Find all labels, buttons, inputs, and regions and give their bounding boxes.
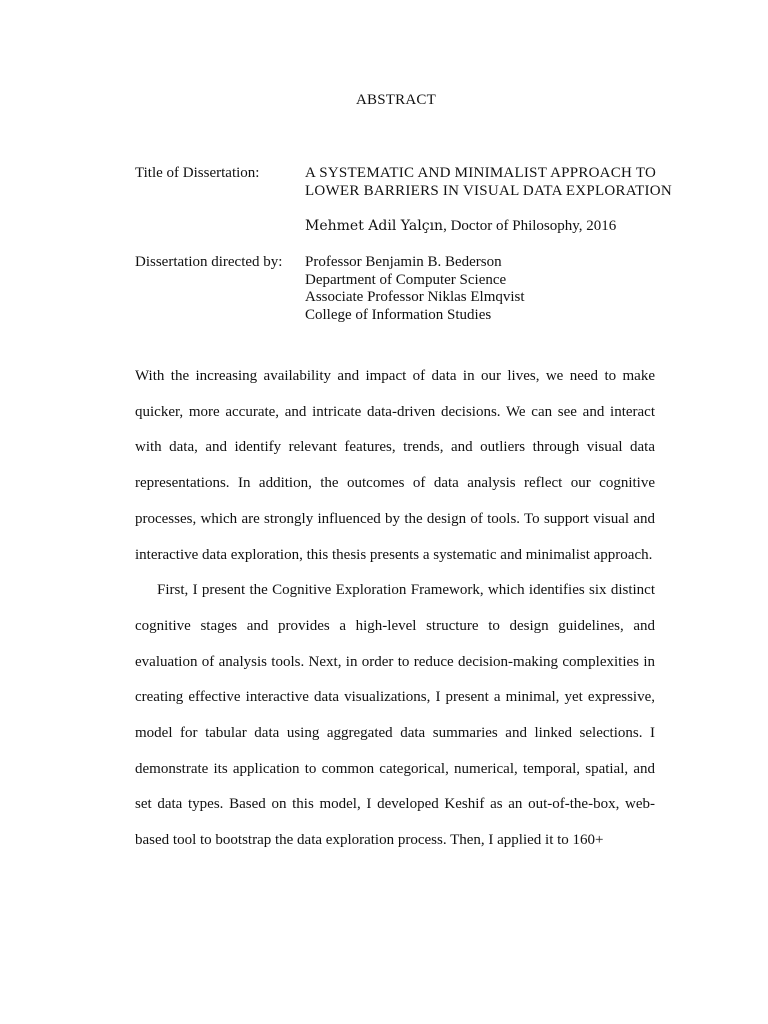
director-line: Professor Benjamin B. Bederson bbox=[305, 254, 502, 270]
title-label: Title of Dissertation: bbox=[135, 165, 260, 181]
director-line: Department of Computer Science bbox=[305, 271, 507, 288]
body-paragraph: First, I present the Cognitive Exploration Framework, which identifies six distinct cognitive stages and provides a high-level structure to design guidelines, and evaluation of analysis tools. Next, in order to reduce decision-making complexities in creating effective interactive data visualizations, I present a minimal, yet expressive, model for tabular data using aggregated data summaries and linked selections. I demonstrate its application to common categorical, numerical, temporal, spatial, and set data types. Based on this model, I developed Keshif as an out-of-the-box, web-based tool to bootstrap the data exploration process. Then, I applied it to 160+ bbox=[135, 582, 655, 849]
abstract-heading: ABSTRACT bbox=[356, 92, 436, 108]
dissertation-title bbox=[305, 165, 685, 200]
body-paragraph: With the increasing availability and impact of data in our lives, we need to make quicker, more accurate, and intricate data-driven decisions. We can see and interact with data, and identify relevant features, trends, and outliers through visual data representations. In addition, the outcomes of data analysis reflect our cognitive processes, which are strongly influenced by the design of tools. To support visual and interactive data exploration, this thesis presents a systematic and minimalist approach. bbox=[135, 368, 655, 563]
author-degree: , Doctor of Philosophy, 2016 bbox=[443, 218, 617, 234]
director-line: Associate Professor Niklas Elmqvist bbox=[305, 289, 525, 305]
author-name: Mehmet Adil Yalçın bbox=[305, 218, 444, 234]
director-line: College of Information Studies bbox=[305, 306, 492, 323]
abstract-body bbox=[135, 359, 655, 859]
title-line: A SYSTEMATIC AND MINIMALIST APPROACH TO bbox=[305, 165, 657, 181]
directed-label: Dissertation directed by: bbox=[135, 254, 283, 270]
title-line: LOWER BARRIERS IN VISUAL DATA EXPLORATION bbox=[305, 182, 672, 199]
directors-block bbox=[305, 254, 685, 324]
author-line bbox=[305, 218, 685, 236]
